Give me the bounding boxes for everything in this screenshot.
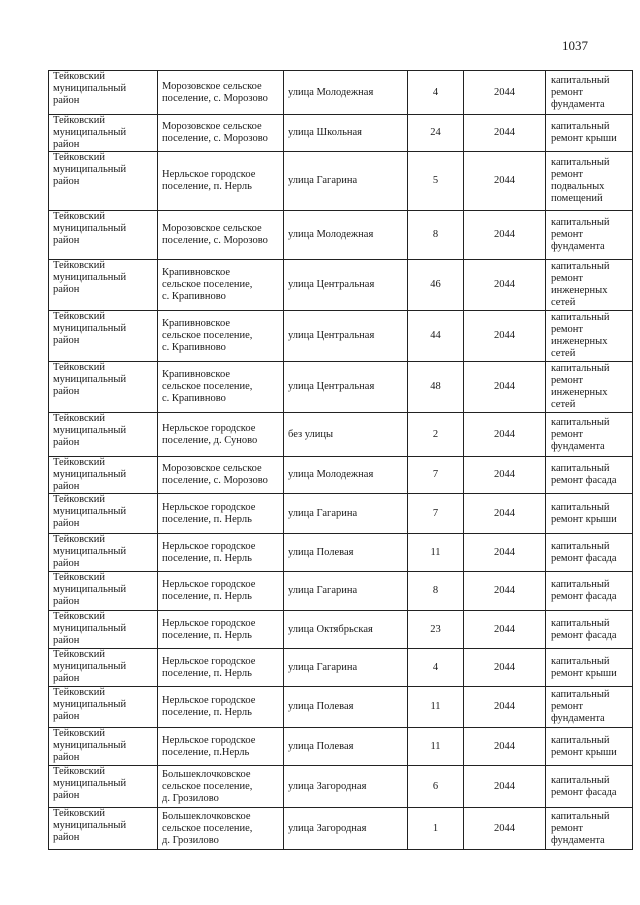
house-number-cell: 8	[408, 572, 464, 611]
work-type-cell: капитальный ремонт фундамента	[546, 808, 633, 850]
table-row	[49, 71, 633, 115]
district-cell: Тейковский муниципальный район	[49, 572, 158, 611]
work-type-cell: капитальный ремонт крыши	[546, 649, 633, 687]
settlement-cell: Нерльское городское поселение, п. Нерль	[158, 649, 284, 687]
house-number-cell: 24	[408, 115, 464, 152]
street-cell: улица Полевая	[284, 687, 408, 728]
district-cell: Тейковский муниципальный район	[49, 457, 158, 494]
table-row	[49, 457, 633, 494]
repair-schedule-table	[48, 70, 633, 850]
settlement-cell: Крапивновское сельское поселение, с. Крапивново	[158, 311, 284, 362]
settlement-cell: Большеклочковское сельское поселение, д. Грозилово	[158, 766, 284, 808]
year-cell: 2044	[464, 728, 546, 766]
district-cell: Тейковский муниципальный район	[49, 362, 158, 413]
table-row	[49, 572, 633, 611]
year-cell: 2044	[464, 494, 546, 534]
work-type-cell: капитальный ремонт фасада	[546, 534, 633, 572]
table-row	[49, 687, 633, 728]
year-cell: 2044	[464, 649, 546, 687]
street-cell: улица Молодежная	[284, 457, 408, 494]
table-row	[49, 260, 633, 311]
work-type-cell: капитальный ремонт крыши	[546, 115, 633, 152]
house-number-cell: 23	[408, 611, 464, 649]
year-cell: 2044	[464, 457, 546, 494]
table-row	[49, 494, 633, 534]
settlement-cell: Нерльское городское поселение, п. Нерль	[158, 572, 284, 611]
work-type-cell: капитальный ремонт инженерных сетей	[546, 362, 633, 413]
district-cell: Тейковский муниципальный район	[49, 687, 158, 728]
settlement-cell: Крапивновское сельское поселение, с. Крапивново	[158, 260, 284, 311]
table-row	[49, 211, 633, 260]
house-number-cell: 11	[408, 728, 464, 766]
work-type-cell: капитальный ремонт фундамента	[546, 211, 633, 260]
district-cell: Тейковский муниципальный район	[49, 211, 158, 260]
settlement-cell: Большеклочковское сельское поселение, д. Грозилово	[158, 808, 284, 850]
settlement-cell: Крапивновское сельское поселение, с. Крапивново	[158, 362, 284, 413]
street-cell: улица Центральная	[284, 260, 408, 311]
year-cell: 2044	[464, 534, 546, 572]
street-cell: улица Молодежная	[284, 71, 408, 115]
house-number-cell: 1	[408, 808, 464, 850]
table-row	[49, 413, 633, 457]
table-row	[49, 611, 633, 649]
year-cell: 2044	[464, 71, 546, 115]
work-type-cell: капитальный ремонт фундамента	[546, 71, 633, 115]
settlement-cell: Нерльское городское поселение, п. Нерль	[158, 494, 284, 534]
work-type-cell: капитальный ремонт инженерных сетей	[546, 311, 633, 362]
work-type-cell: капитальный ремонт фасада	[546, 457, 633, 494]
house-number-cell: 48	[408, 362, 464, 413]
table-row	[49, 649, 633, 687]
table-row	[49, 311, 633, 362]
house-number-cell: 4	[408, 71, 464, 115]
year-cell: 2044	[464, 687, 546, 728]
year-cell: 2044	[464, 311, 546, 362]
street-cell: улица Гагарина	[284, 649, 408, 687]
year-cell: 2044	[464, 152, 546, 211]
house-number-cell: 7	[408, 457, 464, 494]
district-cell: Тейковский муниципальный район	[49, 649, 158, 687]
district-cell: Тейковский муниципальный район	[49, 413, 158, 457]
street-cell: улица Молодежная	[284, 211, 408, 260]
table-row	[49, 115, 633, 152]
street-cell: улица Загородная	[284, 808, 408, 850]
table-row	[49, 728, 633, 766]
year-cell: 2044	[464, 572, 546, 611]
house-number-cell: 4	[408, 649, 464, 687]
settlement-cell: Морозовское сельское поселение, с. Морозово	[158, 211, 284, 260]
street-cell: улица Гагарина	[284, 572, 408, 611]
work-type-cell: капитальный ремонт фасада	[546, 766, 633, 808]
settlement-cell: Нерльское городское поселение, д. Суново	[158, 413, 284, 457]
table-row	[49, 152, 633, 211]
table-row	[49, 808, 633, 850]
work-type-cell: капитальный ремонт подвальных помещений	[546, 152, 633, 211]
year-cell: 2044	[464, 413, 546, 457]
house-number-cell: 6	[408, 766, 464, 808]
district-cell: Тейковский муниципальный район	[49, 71, 158, 115]
district-cell: Тейковский муниципальный район	[49, 115, 158, 152]
work-type-cell: капитальный ремонт фундамента	[546, 687, 633, 728]
district-cell: Тейковский муниципальный район	[49, 611, 158, 649]
house-number-cell: 46	[408, 260, 464, 311]
street-cell: улица Центральная	[284, 311, 408, 362]
work-type-cell: капитальный ремонт крыши	[546, 728, 633, 766]
street-cell: улица Гагарина	[284, 494, 408, 534]
table-body	[49, 71, 633, 850]
house-number-cell: 5	[408, 152, 464, 211]
year-cell: 2044	[464, 362, 546, 413]
district-cell: Тейковский муниципальный район	[49, 494, 158, 534]
settlement-cell: Морозовское сельское поселение, с. Морозово	[158, 457, 284, 494]
street-cell: улица Загородная	[284, 766, 408, 808]
street-cell: улица Гагарина	[284, 152, 408, 211]
house-number-cell: 8	[408, 211, 464, 260]
district-cell: Тейковский муниципальный район	[49, 152, 158, 211]
district-cell: Тейковский муниципальный район	[49, 534, 158, 572]
street-cell: улица Школьная	[284, 115, 408, 152]
work-type-cell: капитальный ремонт инженерных сетей	[546, 260, 633, 311]
district-cell: Тейковский муниципальный район	[49, 260, 158, 311]
house-number-cell: 7	[408, 494, 464, 534]
street-cell: улица Октябрьская	[284, 611, 408, 649]
work-type-cell: капитальный ремонт фасада	[546, 611, 633, 649]
year-cell: 2044	[464, 115, 546, 152]
table-row	[49, 534, 633, 572]
year-cell: 2044	[464, 808, 546, 850]
district-cell: Тейковский муниципальный район	[49, 766, 158, 808]
street-cell: без улицы	[284, 413, 408, 457]
settlement-cell: Нерльское городское поселение, п.Нерль	[158, 728, 284, 766]
year-cell: 2044	[464, 211, 546, 260]
district-cell: Тейковский муниципальный район	[49, 311, 158, 362]
house-number-cell: 44	[408, 311, 464, 362]
settlement-cell: Нерльское городское поселение, п. Нерль	[158, 534, 284, 572]
settlement-cell: Нерльское городское поселение, п. Нерль	[158, 687, 284, 728]
work-type-cell: капитальный ремонт фундамента	[546, 413, 633, 457]
page-number: 1037	[562, 38, 588, 53]
house-number-cell: 11	[408, 534, 464, 572]
settlement-cell: Морозовское сельское поселение, с. Морозово	[158, 71, 284, 115]
table-row	[49, 362, 633, 413]
settlement-cell: Морозовское сельское поселение, с. Морозово	[158, 115, 284, 152]
street-cell: улица Полевая	[284, 534, 408, 572]
district-cell: Тейковский муниципальный район	[49, 808, 158, 850]
street-cell: улица Центральная	[284, 362, 408, 413]
house-number-cell: 11	[408, 687, 464, 728]
table-row	[49, 766, 633, 808]
year-cell: 2044	[464, 611, 546, 649]
year-cell: 2044	[464, 260, 546, 311]
settlement-cell: Нерльское городское поселение, п. Нерль	[158, 611, 284, 649]
year-cell: 2044	[464, 766, 546, 808]
work-type-cell: капитальный ремонт фасада	[546, 572, 633, 611]
work-type-cell: капитальный ремонт крыши	[546, 494, 633, 534]
district-cell: Тейковский муниципальный район	[49, 728, 158, 766]
settlement-cell: Нерльское городское поселение, п. Нерль	[158, 152, 284, 211]
street-cell: улица Полевая	[284, 728, 408, 766]
house-number-cell: 2	[408, 413, 464, 457]
